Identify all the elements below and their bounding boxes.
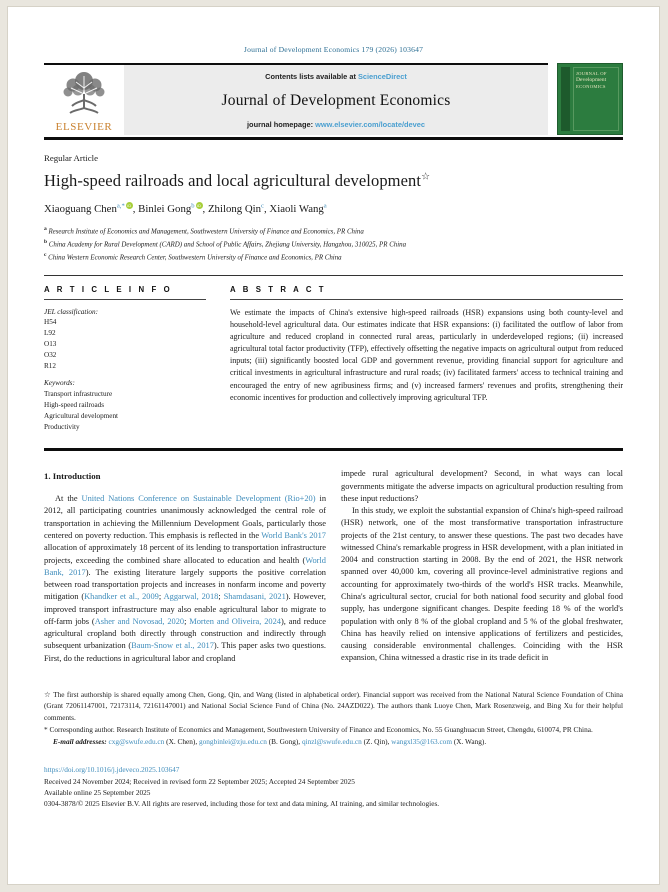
citation-link[interactable]: Khandker et al., 2009	[84, 592, 159, 602]
citation-link[interactable]: Shamdasani, 2021	[223, 592, 286, 602]
affiliation-text: China Academy for Rural Development (CARD) and School of Public Affairs, Zhejiang University, Hangzhou, 310025, PR China	[47, 240, 407, 248]
available-online-line: Available online 25 September 2025	[44, 787, 151, 797]
affiliation-sup: a	[44, 225, 47, 232]
article-type-label: Regular Article	[44, 153, 98, 163]
running-head: Journal of Development Economics 179 (2026) 103647	[243, 45, 424, 54]
abstract-rule	[230, 299, 623, 300]
keyword: High-speed railroads	[44, 400, 105, 409]
body-paragraph: In this study, we exploit the substantial expansion of China's high-speed railroad (HSR) network, one of the most transformative transportation infrastructure projects of the 21st century, to answer these questions. The past two decades have witnessed China's remarkable progress in HSR development, with a plan initiated in 2004 and construction starting in 2008. By the end of 2021, the HSR network spanned over 40,000 km, covering all province-level administrative regions and accounting for approximately two-thirds of the world's HSR tracks. Meanwhile, China's agricultural sector, crucial for both national food security and global food supply, has undergone significant changes. Despite feeding 18 % of the world's population with only 8 % of the global cropland and 5 % of the global freshwater, China has heavily relied on intensive applications of fertilizers and pesticides, causing considerable environmental challenges. Coinciding with the HSR expansion, China witnessed a drastic rise in its trade deficit in	[341, 506, 624, 663]
abstract-column	[230, 285, 623, 433]
article-history-block	[44, 764, 623, 809]
jel-code: O32	[44, 350, 57, 359]
email-addresses-label: E-mail addresses:	[53, 737, 109, 747]
elsevier-wordmark: ELSEVIER	[55, 121, 113, 133]
affiliation-sup: c	[44, 251, 47, 258]
article-info-column	[44, 285, 206, 433]
citation-link[interactable]: wangxl35@163.com	[391, 737, 453, 747]
author-name[interactable]: Binlei Gong	[138, 202, 192, 215]
homepage-link[interactable]: www.elsevier.com/locate/devec	[315, 120, 425, 129]
article-title	[44, 171, 623, 191]
body-right-column	[341, 468, 623, 665]
jel-label: JEL classification:	[44, 307, 98, 316]
journal-title: Journal of Development Economics	[221, 91, 451, 109]
orcid-icon[interactable]: iD	[197, 203, 201, 208]
author-affil-sup[interactable]: a,*	[116, 202, 125, 209]
keyword: Transport infrastructure	[44, 390, 113, 399]
doi-link[interactable]: https://doi.org/10.1016/j.jdeveco.2025.103647	[44, 765, 180, 775]
footnote-star-marker: ☆	[44, 689, 52, 699]
footnote-funding	[44, 689, 623, 723]
body-paragraph: impede rural agricultural development? Second, in what ways can local governments mitigate the adverse impacts on agricultural production resulting from these input reductions?	[341, 469, 623, 503]
homepage-label: journal homepage:	[247, 120, 316, 129]
paper-page	[7, 6, 660, 885]
orcid-icon[interactable]: iD	[127, 203, 132, 208]
body-left-column	[44, 468, 326, 665]
elsevier-tree-icon	[58, 68, 110, 120]
affiliation	[44, 238, 623, 251]
affiliations	[44, 225, 623, 264]
author-affil-sup[interactable]: c	[261, 202, 264, 209]
footnote-corresponding-text: Corresponding author. Research Institute of Economics and Management, Southwestern University of Finance and Economics, No. 55 Guanghuacun Street, Chengdu, 610074, PR China.	[47, 724, 593, 734]
abstract-text: We estimate the impacts of China's extensive high-speed railroads (HSR) expansions using both county-level and household-level agricultural data. Our estimates indicate that HSR expansions: (i) facilitated the outflow of labor from agriculture and reduced cropland in connected rural areas, particularly in underdeveloped regions; (ii) increased agricultural total factor productivity (TFP), effectively offsetting the negative impacts on agricultural output from reduced inputs; (iii) significantly boosted local GDP and government revenue, providing financial support for agriculture and critical investments in agricultural infrastructure and rural roads; (iv) facilitated farmers' access to technical training and encouraged the entry of new agribusiness firms; and (v) increased farmers' revenues and profits, strengthening their economic incentives for production and collectively improving agricultural TFP.	[230, 307, 623, 402]
author-separator: ,	[263, 202, 270, 215]
citation-link[interactable]: Aggarwal, 2018	[163, 592, 219, 602]
footnote-corresponding-author	[44, 724, 623, 735]
author-line	[44, 202, 623, 215]
abstract-heading: A B S T R A C T	[230, 284, 327, 294]
cover-line2: Development	[576, 76, 607, 83]
citation-link[interactable]: gongbinlei@zju.edu.cn	[198, 737, 267, 747]
jel-code: R12	[44, 361, 56, 370]
citation-link[interactable]: qinzl@swufe.edu.cn	[301, 737, 362, 747]
masthead-bottom-rule	[44, 137, 623, 140]
jel-code: L92	[44, 329, 56, 338]
contents-line	[132, 72, 540, 81]
citation-link[interactable]: Morten and Oliveira, 2024	[189, 616, 281, 626]
author-name[interactable]: Xiaoli Wang	[269, 202, 324, 215]
keywords-label: Keywords:	[44, 379, 75, 388]
section-heading-introduction: 1. Introduction	[44, 471, 101, 482]
intro-paragraph: At the United Nations Conference on Sustainable Development (Rio+20) in 2012, all participating countries unanimously acknowledged the central role of transportation in achieving the Millennium Development Goals, particularly those centered on poverty reduction. This emphasis is reflected in the World Bank's 2017 allocation of approximately 18 percent of its lending to transportation infrastructure projects, exceeding the combined share allocated to education and health (World Bank, 2017). The existing literature largely supports the positive correlation between road transportation projects and increases in nonfarm income and poverty mitigation (Khandker et al., 2009; Aggarwal, 2018; Shamdasani, 2021). However, improved transport infrastructure may also enable agricultural labor to migrate to off-farm jobs (Asher and Novosad, 2020; Morten and Oliveira, 2024), and reduce agricultural cropland both directly through construction and indirectly through subsequent urbanization (Baum-Snow et al., 2017). This paper asks two questions. First, do the reductions in agricultural labor and cropland	[44, 494, 327, 663]
citation-link[interactable]: Baum-Snow et al., 2017	[131, 641, 214, 651]
email-addresses-list: cxg@swufe.edu.cn (X. Chen), gongbinlei@zju.edu.cn (B. Gong), qinzl@swufe.edu.cn (Z. Qin), wangxl35@163.com (X. Wang).	[108, 737, 487, 747]
affiliation-text: Research Institute of Economics and Management, Southwestern University of Finance and Economics, PR China	[46, 227, 364, 235]
journal-cover-thumbnail[interactable]	[557, 63, 623, 135]
cover-line1: JOURNAL OF	[576, 71, 607, 76]
author-affil-sup[interactable]: a	[323, 202, 327, 209]
elsevier-logo[interactable]	[44, 65, 124, 135]
received-dates-line: Received 24 November 2024; Received in revised form 22 September 2025; Accepted 24 September 2025	[44, 776, 355, 786]
body-columns	[44, 468, 623, 665]
footnote-funding-text: The first authorship is shared equally among Chen, Gong, Qin, and Wang (listed in alphabetical order). Financial support was received from the National Natural Science Foundation of China (Grant 72061147001, 72173114, 72161147001) and National Social Science Fund of China (No. 24AZD022). The authors thank Luoye Chen, Mark Rosenzweig, and Bing Xu for their helpful comments.	[44, 689, 623, 722]
cover-title	[576, 71, 618, 89]
citation-link[interactable]: United Nations Conference on Sustainable Development (Rio+20)	[81, 494, 316, 504]
citation-link[interactable]: Asher and Novosad, 2020	[94, 616, 185, 626]
citation-link[interactable]: cxg@swufe.edu.cn	[108, 737, 165, 747]
cover-line3: ECONOMICS	[576, 83, 606, 89]
jel-code: O13	[44, 339, 57, 348]
journal-banner	[124, 65, 548, 135]
journal-masthead	[44, 63, 623, 135]
keyword: Agricultural development	[44, 411, 119, 420]
author-separator: ,	[132, 202, 139, 215]
affiliation-sup: b	[44, 238, 48, 245]
copyright-line: 0304-3878/© 2025 Elsevier B.V. All rights are reserved, including those for text and data mining, AI training, and similar technologies.	[44, 799, 440, 809]
article-title-text: High-speed railroads and local agricultural development	[44, 171, 422, 190]
affiliation	[44, 251, 623, 264]
author-separator: ,	[202, 202, 208, 215]
author-name[interactable]: Zhilong Qin	[207, 202, 262, 215]
affiliation-text: China Western Economic Research Center, Southwestern University of Finance and Economics, PR China	[46, 253, 342, 261]
footnotes	[44, 689, 623, 747]
citation-link[interactable]: World Bank's 2017	[261, 530, 326, 540]
title-footnote-star[interactable]: ☆	[421, 171, 431, 183]
cover-spine	[561, 67, 570, 131]
article-info-rule	[44, 299, 206, 300]
info-abstract-section	[44, 275, 623, 452]
footnote-emails	[44, 736, 623, 747]
author-affil-sup[interactable]: b	[191, 202, 195, 209]
keyword: Productivity	[44, 422, 80, 431]
author	[138, 203, 208, 215]
masthead-banner-area	[44, 63, 548, 135]
sciencedirect-link[interactable]: ScienceDirect	[357, 72, 407, 81]
jel-code: H54	[44, 318, 57, 327]
author	[208, 203, 269, 215]
author-name[interactable]: Xiaoguang Chen	[44, 202, 117, 215]
footnote-asterisk-marker: *	[44, 724, 48, 734]
article-info-heading: A R T I C L E I N F O	[44, 284, 173, 294]
contents-label: Contents lists available at	[265, 72, 358, 81]
citation-link[interactable]: World Bank, 2017	[44, 555, 326, 577]
author	[269, 203, 326, 215]
homepage-line	[132, 120, 540, 129]
author	[44, 203, 138, 215]
affiliation	[44, 225, 623, 238]
